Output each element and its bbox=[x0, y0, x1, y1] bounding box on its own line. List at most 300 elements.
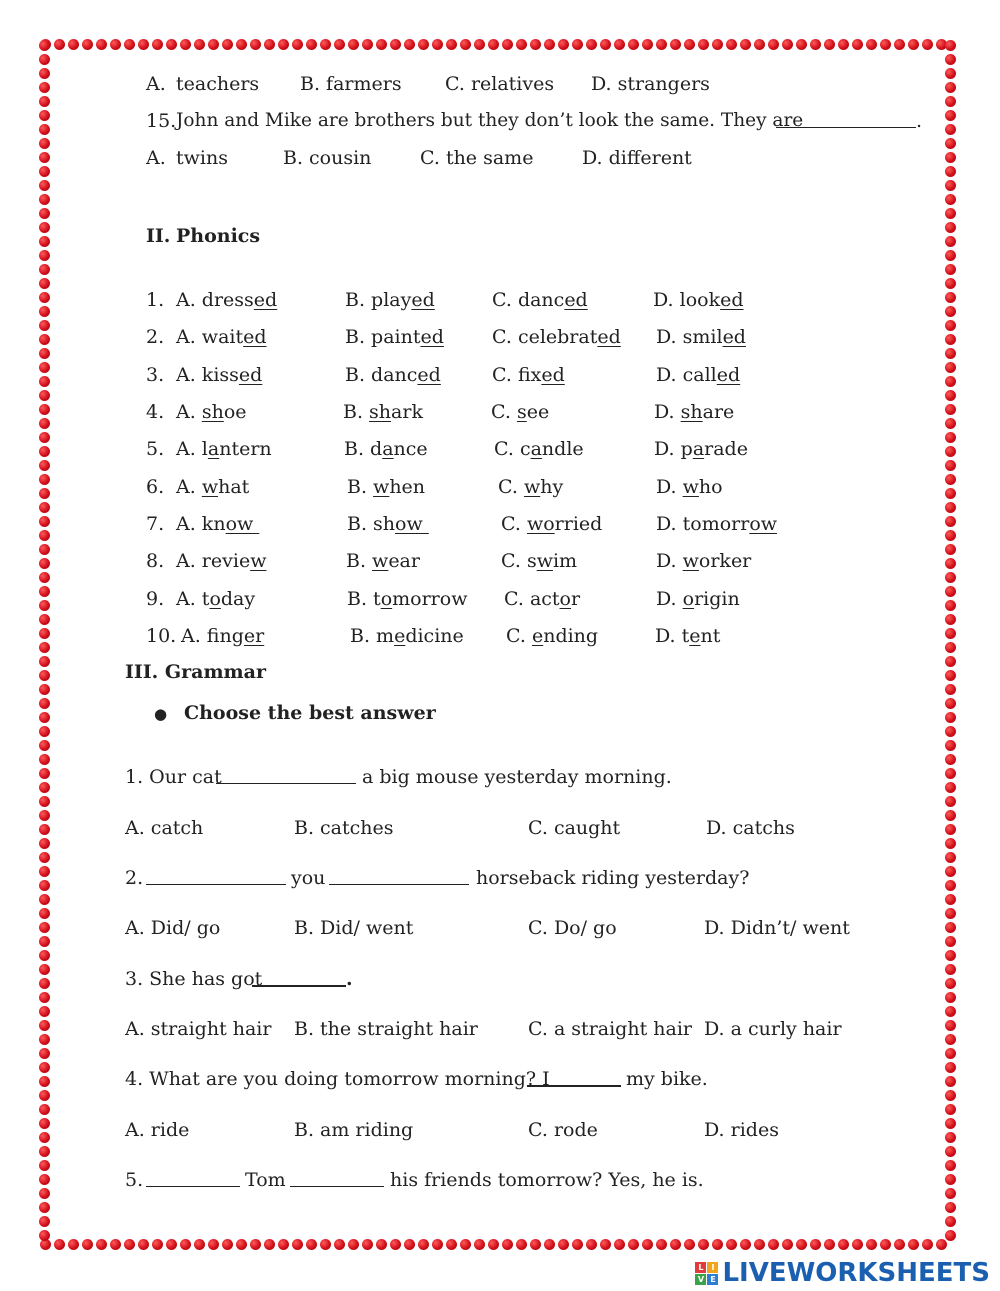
grammar-q3-blank[interactable] bbox=[252, 971, 346, 987]
border-dot bbox=[945, 712, 956, 723]
option-text: A. wait bbox=[176, 326, 244, 348]
border-dot bbox=[502, 39, 513, 50]
option-text: B. play bbox=[345, 289, 412, 311]
border-dot bbox=[880, 39, 891, 50]
grammar-q2-option-c[interactable]: C. Do/ go bbox=[528, 917, 617, 939]
border-dot bbox=[945, 110, 956, 121]
underlined-sound: ed bbox=[253, 289, 278, 311]
border-dot bbox=[908, 1239, 919, 1250]
border-dot bbox=[945, 334, 956, 345]
border-dot bbox=[39, 1034, 50, 1045]
option-text: D. bbox=[656, 476, 683, 498]
grammar-q3-option-b[interactable]: B. the straight hair bbox=[294, 1018, 478, 1040]
border-dot bbox=[945, 824, 956, 835]
grammar-q3-option-a[interactable]: A. straight hair bbox=[125, 1018, 272, 1040]
border-dot bbox=[39, 446, 50, 457]
phonics-q10-option-d[interactable] bbox=[655, 625, 720, 647]
border-dot bbox=[39, 236, 50, 247]
border-dot bbox=[222, 39, 233, 50]
border-dot bbox=[945, 1062, 956, 1073]
option-text: are bbox=[702, 401, 735, 423]
border-dot bbox=[432, 1239, 443, 1250]
prev-option-d[interactable]: D. strangers bbox=[591, 73, 710, 95]
option-text: D. bbox=[656, 588, 683, 610]
border-dot bbox=[39, 740, 50, 751]
underlined-sound: er bbox=[243, 625, 265, 647]
border-dot bbox=[586, 1239, 597, 1250]
underlined-sound: w bbox=[373, 476, 390, 498]
border-dot bbox=[264, 1239, 275, 1250]
border-dot bbox=[712, 39, 723, 50]
border-dot bbox=[945, 222, 956, 233]
border-dot bbox=[558, 1239, 569, 1250]
section-title-grammar: III. Grammar bbox=[125, 661, 266, 683]
border-dot bbox=[824, 39, 835, 50]
grammar-q2-blank-2[interactable] bbox=[329, 870, 469, 885]
border-dot bbox=[152, 39, 163, 50]
border-dot bbox=[39, 404, 50, 415]
border-dot bbox=[39, 614, 50, 625]
phonics-q5-option-c[interactable] bbox=[494, 438, 584, 460]
underlined-sound: e bbox=[689, 625, 701, 647]
border-dot bbox=[39, 138, 50, 149]
border-dot bbox=[432, 39, 443, 50]
border-dot bbox=[945, 264, 956, 275]
grammar-q2-option-d[interactable]: D. Didn’t/ went bbox=[704, 917, 850, 939]
border-dot bbox=[306, 39, 317, 50]
underlined-sound: e bbox=[394, 625, 406, 647]
grammar-q3-option-c[interactable]: C. a straight hair bbox=[528, 1018, 692, 1040]
phonics-q1-option-d[interactable] bbox=[653, 289, 744, 311]
grammar-q2-option-b[interactable]: B. Did/ went bbox=[294, 917, 414, 939]
border-dot bbox=[754, 39, 765, 50]
border-dot bbox=[945, 810, 956, 821]
option-text: C. bbox=[491, 401, 517, 423]
border-dot bbox=[39, 978, 50, 989]
prev-option-a[interactable]: teachers bbox=[176, 73, 260, 95]
phonics-q4-option-b[interactable] bbox=[343, 401, 423, 423]
border-dot bbox=[628, 39, 639, 50]
border-dot bbox=[945, 320, 956, 331]
border-dot bbox=[82, 1239, 93, 1250]
border-dot bbox=[945, 586, 956, 597]
phonics-q8-number: 8. bbox=[146, 550, 165, 572]
border-dot bbox=[558, 39, 569, 50]
grammar-q5-number: 5. bbox=[125, 1169, 144, 1191]
border-dot bbox=[796, 39, 807, 50]
option-text: A. fing bbox=[181, 625, 244, 647]
border-dot bbox=[922, 39, 933, 50]
border-dot bbox=[945, 726, 956, 737]
decorative-border-bottom bbox=[40, 1238, 960, 1252]
border-dot bbox=[945, 376, 956, 387]
border-dot bbox=[418, 39, 429, 50]
phonics-q10-option-b[interactable] bbox=[350, 625, 464, 647]
border-dot bbox=[39, 628, 50, 639]
liveworksheets-mark-icon: L I V E bbox=[695, 1262, 718, 1285]
phonics-q2-option-d[interactable] bbox=[656, 326, 746, 348]
border-dot bbox=[945, 1160, 956, 1171]
grammar-instruction: Choose the best answer bbox=[184, 702, 436, 724]
option-text: D. tomorr bbox=[656, 513, 750, 535]
option-text: nding bbox=[543, 625, 599, 647]
border-dot bbox=[460, 1239, 471, 1250]
border-dot bbox=[278, 39, 289, 50]
border-dot bbox=[348, 39, 359, 50]
decorative-border-top bbox=[40, 38, 960, 52]
border-dot bbox=[39, 964, 50, 975]
option-text: C. bbox=[498, 476, 524, 498]
border-dot bbox=[945, 684, 956, 695]
q15-option-b[interactable]: B. cousin bbox=[283, 147, 372, 169]
border-dot bbox=[656, 1239, 667, 1250]
border-dot bbox=[474, 39, 485, 50]
q15-option-a[interactable]: twins bbox=[176, 147, 228, 169]
border-dot bbox=[39, 1146, 50, 1157]
border-dot bbox=[124, 39, 135, 50]
border-dot bbox=[945, 362, 956, 373]
phonics-q10-option-a[interactable] bbox=[181, 625, 264, 647]
border-dot bbox=[945, 656, 956, 667]
border-dot bbox=[488, 1239, 499, 1250]
phonics-q4-option-d[interactable] bbox=[654, 401, 734, 423]
border-dot bbox=[945, 922, 956, 933]
option-text: B. bbox=[343, 401, 370, 423]
border-dot bbox=[39, 152, 50, 163]
underlined-sound: w bbox=[372, 550, 389, 572]
phonics-q8-option-d[interactable] bbox=[656, 550, 751, 572]
option-text: D. t bbox=[655, 625, 690, 647]
border-dot bbox=[945, 698, 956, 709]
prev-option-b[interactable]: B. farmers bbox=[300, 73, 402, 95]
prev-option-c[interactable]: C. relatives bbox=[445, 73, 555, 95]
grammar-q2-stem-end: horseback riding yesterday? bbox=[476, 867, 750, 889]
border-dot bbox=[614, 1239, 625, 1250]
border-dot bbox=[39, 936, 50, 947]
border-dot bbox=[39, 922, 50, 933]
option-text: D. p bbox=[654, 438, 693, 460]
phonics-q3-option-a[interactable] bbox=[176, 364, 262, 386]
border-dot bbox=[82, 39, 93, 50]
underlined-sound: o bbox=[559, 588, 571, 610]
border-dot bbox=[39, 754, 50, 765]
grammar-q5-stem-mid: Tom bbox=[245, 1169, 286, 1191]
border-dot bbox=[68, 1239, 79, 1250]
phonics-q5-option-d[interactable] bbox=[654, 438, 748, 460]
phonics-q7-number: 7. bbox=[146, 513, 165, 535]
border-dot bbox=[39, 124, 50, 135]
border-dot bbox=[39, 894, 50, 905]
border-dot bbox=[824, 1239, 835, 1250]
underlined-sound: w bbox=[682, 550, 699, 572]
phonics-q6-option-d[interactable] bbox=[656, 476, 723, 498]
border-dot bbox=[656, 39, 667, 50]
grammar-q1-stem-start: 1. Our cat bbox=[125, 766, 222, 788]
option-text: ho bbox=[698, 476, 723, 498]
border-dot bbox=[740, 1239, 751, 1250]
border-dot bbox=[39, 838, 50, 849]
border-dot bbox=[945, 670, 956, 681]
grammar-q3-option-d[interactable]: D. a curly hair bbox=[704, 1018, 842, 1040]
border-dot bbox=[572, 39, 583, 50]
option-text: ndle bbox=[541, 438, 584, 460]
q15-answer-blank[interactable] bbox=[776, 113, 916, 128]
phonics-q1-option-a[interactable] bbox=[176, 289, 277, 311]
border-dot bbox=[945, 194, 956, 205]
phonics-q1-option-c[interactable] bbox=[492, 289, 588, 311]
border-dot bbox=[334, 1239, 345, 1250]
border-dot bbox=[945, 306, 956, 317]
border-dot bbox=[530, 39, 541, 50]
phonics-q9-option-c[interactable] bbox=[504, 588, 580, 610]
q15-option-c[interactable]: C. the same bbox=[420, 147, 534, 169]
border-dot bbox=[945, 1146, 956, 1157]
option-text: B. bbox=[347, 476, 374, 498]
border-dot bbox=[945, 292, 956, 303]
border-dot bbox=[670, 39, 681, 50]
border-dot bbox=[945, 782, 956, 793]
option-text: oe bbox=[223, 401, 247, 423]
border-dot bbox=[838, 39, 849, 50]
border-dot bbox=[684, 39, 695, 50]
border-dot bbox=[945, 1132, 956, 1143]
grammar-q1-option-b[interactable]: B. catches bbox=[294, 817, 394, 839]
border-dot bbox=[945, 558, 956, 569]
phonics-q6-option-b[interactable] bbox=[347, 476, 425, 498]
grammar-q2-blank-1[interactable] bbox=[146, 870, 286, 885]
phonics-q9-option-a[interactable] bbox=[176, 588, 255, 610]
border-dot bbox=[908, 39, 919, 50]
option-text: C. s bbox=[501, 550, 537, 572]
border-dot bbox=[39, 334, 50, 345]
border-dot bbox=[39, 390, 50, 401]
border-dot bbox=[208, 39, 219, 50]
phonics-q2-option-a[interactable] bbox=[176, 326, 267, 348]
phonics-q9-option-b[interactable] bbox=[347, 588, 467, 610]
phonics-q2-option-b[interactable] bbox=[345, 326, 444, 348]
border-dot bbox=[39, 488, 50, 499]
border-dot bbox=[39, 880, 50, 891]
phonics-q1-option-b[interactable] bbox=[345, 289, 435, 311]
border-dot bbox=[39, 712, 50, 723]
border-dot bbox=[945, 82, 956, 93]
border-dot bbox=[726, 39, 737, 50]
border-dot bbox=[68, 39, 79, 50]
border-dot bbox=[39, 180, 50, 191]
phonics-q6-option-a[interactable] bbox=[176, 476, 249, 498]
border-dot bbox=[945, 838, 956, 849]
border-dot bbox=[39, 1132, 50, 1143]
border-dot bbox=[502, 1239, 513, 1250]
border-dot bbox=[39, 782, 50, 793]
border-dot bbox=[39, 166, 50, 177]
grammar-q4-blank[interactable] bbox=[527, 1071, 621, 1087]
border-dot bbox=[152, 1239, 163, 1250]
phonics-q8-option-a[interactable] bbox=[176, 550, 266, 572]
q15-period: . bbox=[916, 110, 923, 132]
border-dot bbox=[180, 1239, 191, 1250]
phonics-q10-option-c[interactable] bbox=[506, 625, 598, 647]
option-text: ee bbox=[526, 401, 550, 423]
phonics-q7-option-d[interactable] bbox=[656, 513, 777, 535]
underlined-sound: ed bbox=[541, 364, 565, 386]
grammar-q5-blank-1[interactable] bbox=[146, 1172, 240, 1187]
border-dot bbox=[945, 348, 956, 359]
grammar-q4-option-b[interactable]: B. am riding bbox=[294, 1119, 414, 1141]
border-dot bbox=[670, 1239, 681, 1250]
border-dot bbox=[39, 1104, 50, 1115]
border-dot bbox=[166, 39, 177, 50]
option-text: A. t bbox=[176, 588, 210, 610]
phonics-q7-option-b[interactable] bbox=[347, 513, 429, 535]
phonics-q9-option-d[interactable] bbox=[656, 588, 740, 610]
border-dot bbox=[39, 1202, 50, 1213]
border-dot bbox=[945, 460, 956, 471]
border-dot bbox=[39, 1006, 50, 1017]
grammar-q4-option-a[interactable]: A. ride bbox=[125, 1119, 190, 1141]
border-dot bbox=[39, 1020, 50, 1031]
border-dot bbox=[945, 124, 956, 135]
border-dot bbox=[194, 1239, 205, 1250]
underlined-sound: w bbox=[523, 476, 541, 498]
border-dot bbox=[945, 1048, 956, 1059]
phonics-q3-option-c[interactable] bbox=[492, 364, 565, 386]
grammar-q4-stem-end: my bike. bbox=[626, 1068, 708, 1090]
border-dot bbox=[945, 502, 956, 513]
border-dot bbox=[39, 432, 50, 443]
option-text: C. bbox=[501, 513, 527, 535]
border-dot bbox=[39, 362, 50, 373]
option-text: A. revie bbox=[176, 550, 251, 572]
border-dot bbox=[446, 39, 457, 50]
border-dot bbox=[292, 1239, 303, 1250]
liveworksheets-wordmark: LIVEWORKSHEETS bbox=[722, 1258, 990, 1288]
phonics-q7-option-a[interactable] bbox=[176, 513, 259, 535]
grammar-q1-option-d[interactable]: D. catchs bbox=[706, 817, 795, 839]
border-dot bbox=[894, 1239, 905, 1250]
border-dot bbox=[39, 292, 50, 303]
option-text: C. act bbox=[504, 588, 560, 610]
border-dot bbox=[945, 278, 956, 289]
border-dot bbox=[96, 39, 107, 50]
phonics-q5-option-b[interactable] bbox=[344, 438, 428, 460]
phonics-q3-number: 3. bbox=[146, 364, 165, 386]
border-dot bbox=[945, 600, 956, 611]
phonics-q3-option-b[interactable] bbox=[345, 364, 441, 386]
underlined-sound: a bbox=[207, 438, 220, 460]
option-text: A. bbox=[176, 401, 202, 423]
border-dot bbox=[39, 250, 50, 261]
option-text: A. l bbox=[176, 438, 208, 460]
border-dot bbox=[39, 670, 50, 681]
border-dot bbox=[474, 1239, 485, 1250]
border-dot bbox=[39, 40, 50, 51]
border-dot bbox=[945, 936, 956, 947]
border-dot bbox=[945, 138, 956, 149]
border-dot bbox=[894, 39, 905, 50]
border-dot bbox=[945, 544, 956, 555]
border-dot bbox=[945, 992, 956, 1003]
border-dot bbox=[945, 488, 956, 499]
border-dot bbox=[124, 1239, 135, 1250]
phonics-q6-option-c[interactable] bbox=[498, 476, 563, 498]
option-text: rade bbox=[704, 438, 748, 460]
grammar-q2-option-a[interactable]: A. Did/ go bbox=[125, 917, 221, 939]
phonics-q2-option-c[interactable] bbox=[492, 326, 621, 348]
grammar-q1-blank[interactable] bbox=[216, 769, 356, 784]
border-dot bbox=[306, 1239, 317, 1250]
border-dot bbox=[945, 950, 956, 961]
grammar-q1-option-a[interactable]: A. catch bbox=[125, 817, 204, 839]
border-dot bbox=[39, 642, 50, 653]
underlined-sound: sh bbox=[680, 401, 703, 423]
border-dot bbox=[222, 1239, 233, 1250]
border-dot bbox=[39, 1062, 50, 1073]
border-dot bbox=[810, 1239, 821, 1250]
option-text: D. look bbox=[653, 289, 721, 311]
phonics-q4-option-a[interactable] bbox=[176, 401, 247, 423]
border-dot bbox=[945, 754, 956, 765]
border-dot bbox=[642, 39, 653, 50]
border-dot bbox=[39, 1230, 50, 1241]
border-dot bbox=[516, 39, 527, 50]
phonics-q3-option-d[interactable] bbox=[656, 364, 740, 386]
q15-text: John and Mike are brothers but they don’t look the same. They are bbox=[176, 110, 804, 131]
border-dot bbox=[39, 1174, 50, 1185]
phonics-q8-option-c[interactable] bbox=[501, 550, 577, 572]
border-dot bbox=[572, 1239, 583, 1250]
underlined-sound: a bbox=[530, 438, 542, 460]
border-dot bbox=[54, 39, 65, 50]
border-dot bbox=[810, 39, 821, 50]
border-dot bbox=[278, 1239, 289, 1250]
grammar-q5-blank-2[interactable] bbox=[290, 1172, 384, 1187]
phonics-q4-option-c[interactable] bbox=[491, 401, 549, 423]
option-text: D. bbox=[656, 550, 683, 572]
border-dot bbox=[945, 628, 956, 639]
underlined-sound: ed bbox=[417, 364, 441, 386]
border-dot bbox=[236, 39, 247, 50]
border-dot bbox=[945, 1230, 956, 1241]
option-text: A. dress bbox=[176, 289, 254, 311]
border-dot bbox=[945, 964, 956, 975]
border-dot bbox=[39, 82, 50, 93]
phonics-q5-option-a[interactable] bbox=[176, 438, 272, 460]
decorative-border-right bbox=[944, 40, 958, 1252]
border-dot bbox=[39, 726, 50, 737]
border-dot bbox=[945, 530, 956, 541]
border-dot bbox=[39, 1076, 50, 1087]
grammar-q4-option-c[interactable]: C. rode bbox=[528, 1119, 598, 1141]
border-dot bbox=[39, 376, 50, 387]
border-dot bbox=[96, 1239, 107, 1250]
q15-option-d[interactable]: D. different bbox=[582, 147, 692, 169]
section-title-phonics: Phonics bbox=[176, 225, 261, 247]
border-dot bbox=[39, 866, 50, 877]
phonics-q8-option-b[interactable] bbox=[346, 550, 420, 572]
border-dot bbox=[768, 1239, 779, 1250]
border-dot bbox=[852, 39, 863, 50]
border-dot bbox=[516, 1239, 527, 1250]
underlined-sound: w bbox=[250, 550, 267, 572]
phonics-q7-option-c[interactable] bbox=[501, 513, 602, 535]
liveworksheets-logo[interactable] bbox=[695, 1258, 990, 1288]
border-dot bbox=[166, 1239, 177, 1250]
border-dot bbox=[460, 39, 471, 50]
border-dot bbox=[945, 894, 956, 905]
grammar-q4-option-d[interactable]: D. rides bbox=[704, 1119, 779, 1141]
grammar-q1-option-c[interactable]: C. caught bbox=[528, 817, 621, 839]
